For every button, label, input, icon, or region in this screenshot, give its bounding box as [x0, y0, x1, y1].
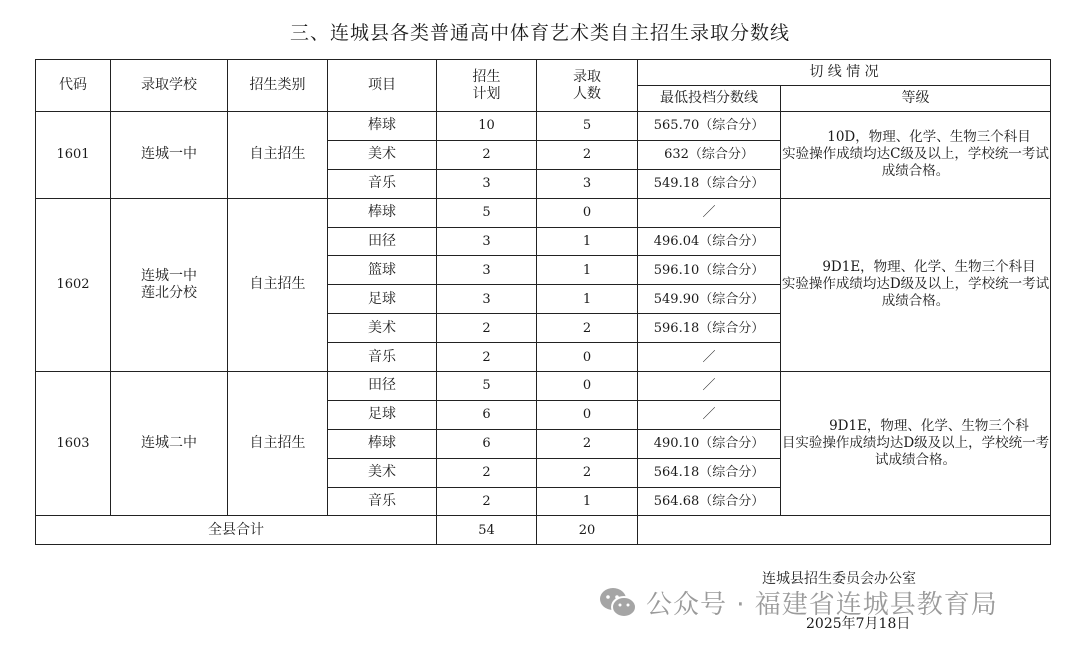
- header-cutoff: 最低投档分数线: [638, 86, 781, 112]
- admitted-count: 0: [537, 400, 638, 429]
- plan-count: 3: [437, 256, 537, 285]
- page-title: 三、连城县各类普通高中体育艺术类自主招生录取分数线: [289, 22, 790, 44]
- item-name: 田径: [328, 372, 437, 401]
- grade-requirement: 10D，物理、化学、生物三个科目 实验操作成绩均达C级及以上，学校统一考试成绩合格。: [781, 112, 1051, 199]
- header-school: 录取学校: [111, 60, 228, 112]
- footer-office: 连城县招生委员会办公室: [762, 571, 916, 587]
- header-cutoff-group: 切 线 情 况: [638, 60, 1051, 86]
- item-name: 田径: [328, 227, 437, 256]
- plan-count: 6: [437, 400, 537, 429]
- admission-type: 自主招生: [228, 198, 328, 371]
- cutoff-score: ／: [638, 198, 781, 227]
- header-code: 代码: [36, 60, 111, 112]
- plan-count: 3: [437, 285, 537, 314]
- plan-count: 2: [437, 314, 537, 343]
- cutoff-score: 564.68（综合分）: [638, 487, 781, 516]
- admitted-count: 2: [537, 140, 638, 169]
- total-empty: [638, 516, 1051, 545]
- plan-count: 2: [437, 458, 537, 487]
- cutoff-score: ／: [638, 343, 781, 372]
- wechat-icon: [598, 586, 638, 620]
- school-name: 连城二中: [111, 372, 228, 516]
- total-admitted: 20: [537, 516, 638, 545]
- admission-table: [35, 59, 1051, 545]
- item-name: 棒球: [328, 429, 437, 458]
- admission-type: 自主招生: [228, 112, 328, 199]
- cutoff-score: 632（综合分）: [638, 140, 781, 169]
- header-type: 招生类别: [228, 60, 328, 112]
- cutoff-score: 596.10（综合分）: [638, 256, 781, 285]
- cutoff-score: 596.18（综合分）: [638, 314, 781, 343]
- school-code: 1601: [36, 112, 111, 199]
- plan-count: 10: [437, 112, 537, 141]
- plan-count: 5: [437, 198, 537, 227]
- grade-requirement: 9D1E，物理、化学、生物三个科 目实验操作成绩均达D级及以上，学校统一考试成绩合格。: [781, 372, 1051, 516]
- item-name: 音乐: [328, 487, 437, 516]
- admitted-count: 0: [537, 372, 638, 401]
- plan-count: 2: [437, 343, 537, 372]
- admitted-count: 2: [537, 458, 638, 487]
- admitted-count: 3: [537, 169, 638, 198]
- admitted-count: 2: [537, 429, 638, 458]
- item-name: 美术: [328, 140, 437, 169]
- item-name: 音乐: [328, 343, 437, 372]
- admitted-count: 0: [537, 198, 638, 227]
- plan-count: 5: [437, 372, 537, 401]
- admitted-count: 0: [537, 343, 638, 372]
- item-name: 足球: [328, 400, 437, 429]
- header-grade: 等级: [781, 86, 1051, 112]
- table-row: [36, 198, 1051, 227]
- total-label: 全县合计: [36, 516, 437, 545]
- admitted-count: 2: [537, 314, 638, 343]
- cutoff-score: 496.04（综合分）: [638, 227, 781, 256]
- item-name: 美术: [328, 314, 437, 343]
- admission-type: 自主招生: [228, 372, 328, 516]
- admitted-count: 5: [537, 112, 638, 141]
- cutoff-score: 549.90（综合分）: [638, 285, 781, 314]
- plan-count: 6: [437, 429, 537, 458]
- cutoff-score: ／: [638, 372, 781, 401]
- item-name: 美术: [328, 458, 437, 487]
- plan-count: 2: [437, 140, 537, 169]
- plan-count: 3: [437, 227, 537, 256]
- admitted-count: 1: [537, 285, 638, 314]
- header-item: 项目: [328, 60, 437, 112]
- admitted-count: 1: [537, 256, 638, 285]
- item-name: 棒球: [328, 112, 437, 141]
- header-row: [36, 60, 1051, 86]
- watermark: [598, 584, 998, 621]
- school-code: 1603: [36, 372, 111, 516]
- school-code: 1602: [36, 198, 111, 371]
- item-name: 音乐: [328, 169, 437, 198]
- header-admitted: 录取人数: [537, 60, 638, 112]
- footer-date: 2025年7月18日: [806, 616, 911, 632]
- plan-count: 3: [437, 169, 537, 198]
- admitted-count: 1: [537, 487, 638, 516]
- table-row: [36, 112, 1051, 141]
- header-plan: 招生计划: [437, 60, 537, 112]
- cutoff-score: 490.10（综合分）: [638, 429, 781, 458]
- cutoff-score: ／: [638, 400, 781, 429]
- item-name: 棒球: [328, 198, 437, 227]
- admitted-count: 1: [537, 227, 638, 256]
- school-name: 连城一中: [111, 112, 228, 199]
- item-name: 足球: [328, 285, 437, 314]
- plan-count: 2: [437, 487, 537, 516]
- cutoff-score: 565.70（综合分）: [638, 112, 781, 141]
- cutoff-score: 549.18（综合分）: [638, 169, 781, 198]
- total-plan: 54: [437, 516, 537, 545]
- grade-requirement: 9D1E，物理、化学、生物三个科目 实验操作成绩均达D级及以上，学校统一考试成绩合格。: [781, 198, 1051, 371]
- table-row: [36, 372, 1051, 401]
- school-name: 连城一中 莲北分校: [111, 198, 228, 371]
- item-name: 篮球: [328, 256, 437, 285]
- cutoff-score: 564.18（综合分）: [638, 458, 781, 487]
- total-row: [36, 516, 1051, 545]
- watermark-text: 公众号 · 福建省连城县教育局: [646, 590, 998, 620]
